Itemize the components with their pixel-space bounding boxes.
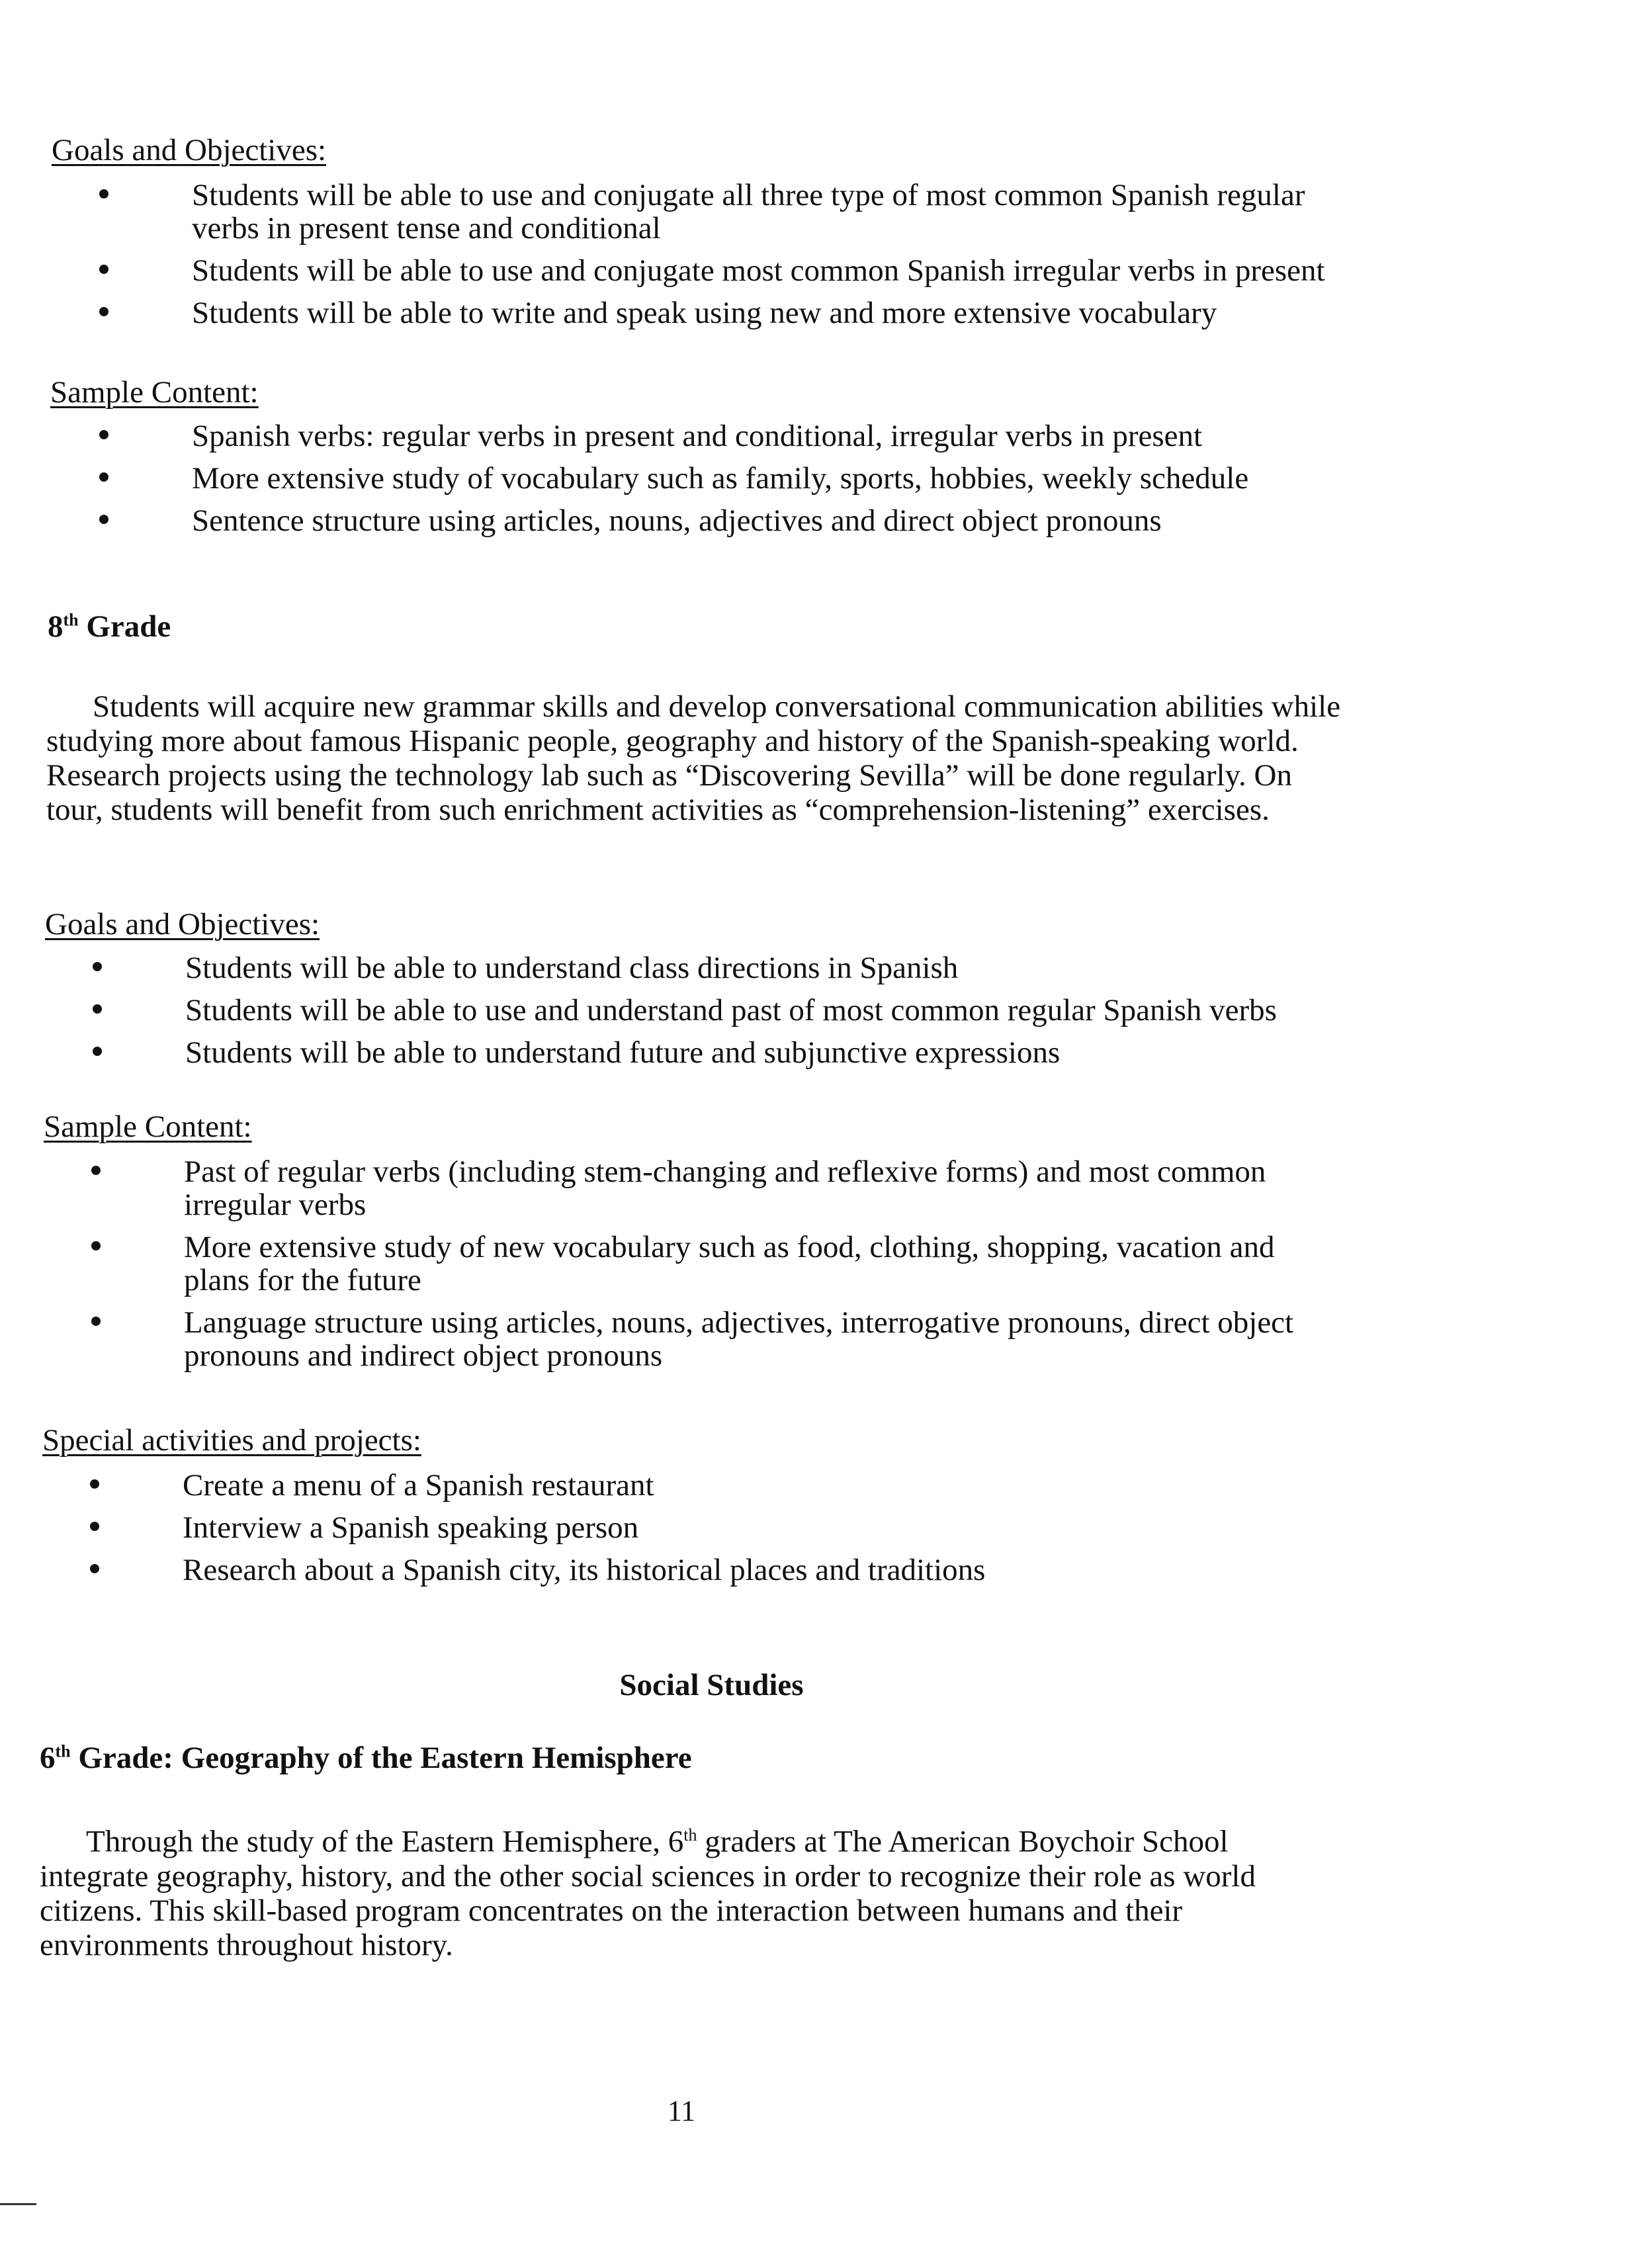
goals-heading: Goals and Objectives:	[45, 907, 320, 941]
bullet-icon	[91, 1317, 101, 1326]
goals-heading: Goals and Objectives:	[52, 133, 327, 167]
bullet-icon	[93, 1004, 102, 1014]
page-number: 11	[667, 2095, 696, 2127]
content-list	[91, 1155, 1322, 1381]
section-title: Social Studies	[619, 1668, 804, 1702]
sample-content-heading: Sample Content:	[50, 375, 259, 410]
bullet-icon	[90, 1479, 99, 1489]
list-item: Create a menu of a Spanish restaurant	[90, 1469, 1347, 1502]
list-item: Students will be able to use and understand past of most common regular Spanish verbs	[93, 994, 1350, 1027]
grade6-heading: 6th Grade: Geography of the Eastern Hemisphere	[40, 1741, 692, 1775]
list-item: Students will be able to use and conjugate all three type of most common Spanish regular verbs in present tense and conditional	[99, 179, 1356, 245]
content-list	[99, 419, 1356, 546]
special-activities-heading: Special activities and projects:	[42, 1423, 421, 1458]
list-item: Past of regular verbs (including stem-changing and reflexive forms) and most common irregular verbs	[91, 1155, 1322, 1221]
bullet-icon	[93, 1047, 102, 1056]
list-item: Students will be able to understand future and subjunctive expressions	[93, 1036, 1350, 1069]
list-item: More extensive study of new vocabulary such as food, clothing, shopping, vacation and plans for the future	[91, 1231, 1322, 1297]
bullet-icon	[99, 515, 108, 524]
bullet-icon	[99, 430, 108, 439]
bullet-icon	[91, 1166, 101, 1175]
bullet-icon	[99, 265, 108, 274]
scan-edge-mark	[0, 2203, 36, 2205]
list-item: Language structure using articles, nouns, adjectives, interrogative pronouns, direct object pronouns and indirect object pronouns	[91, 1306, 1322, 1372]
list-item: Students will be able to use and conjugate most common Spanish irregular verbs in present	[99, 254, 1356, 287]
bullet-icon	[93, 962, 102, 971]
goals-list	[93, 951, 1350, 1078]
list-item: Interview a Spanish speaking person	[90, 1511, 1347, 1544]
bullet-icon	[90, 1522, 99, 1531]
list-item: Students will be able to write and speak using new and more extensive vocabulary	[99, 296, 1356, 329]
list-item: Students will be able to understand class directions in Spanish	[93, 951, 1350, 984]
sample-content-heading: Sample Content:	[44, 1110, 252, 1144]
grade8-intro: Students will acquire new grammar skills and develop conversational communication abilities while studying more about famous Hispanic people, geography and history of the Spanish-speaking world. Research projects using the technology lab such as “Discovering Sevilla” will be done regularly. On tour, students will benefit from such enrichment activities as “comprehension-listening” exercises.	[46, 689, 1341, 827]
social-studies-intro: Through the study of the Eastern Hemisphere, 6th graders at The American Boychoir School integrate geography, history, and the other social sciences in order to recognize their role as world citizens. This skill-based program concentrates on the interaction between humans and their environments throughout history.	[40, 1824, 1256, 1962]
bullet-icon	[91, 1241, 101, 1250]
list-item: More extensive study of vocabulary such as family, sports, hobbies, weekly schedule	[99, 462, 1356, 495]
special-list	[90, 1469, 1347, 1596]
bullet-icon	[99, 472, 108, 482]
goals-list	[99, 179, 1356, 339]
list-item: Sentence structure using articles, nouns, adjectives and direct object pronouns	[99, 504, 1356, 537]
bullet-icon	[90, 1564, 99, 1573]
list-item: Spanish verbs: regular verbs in present and conditional, irregular verbs in present	[99, 419, 1356, 453]
list-item: Research about a Spanish city, its historical places and traditions	[90, 1553, 1347, 1587]
bullet-icon	[99, 189, 108, 198]
grade8-heading: 8th Grade	[48, 609, 171, 644]
bullet-icon	[99, 307, 108, 316]
